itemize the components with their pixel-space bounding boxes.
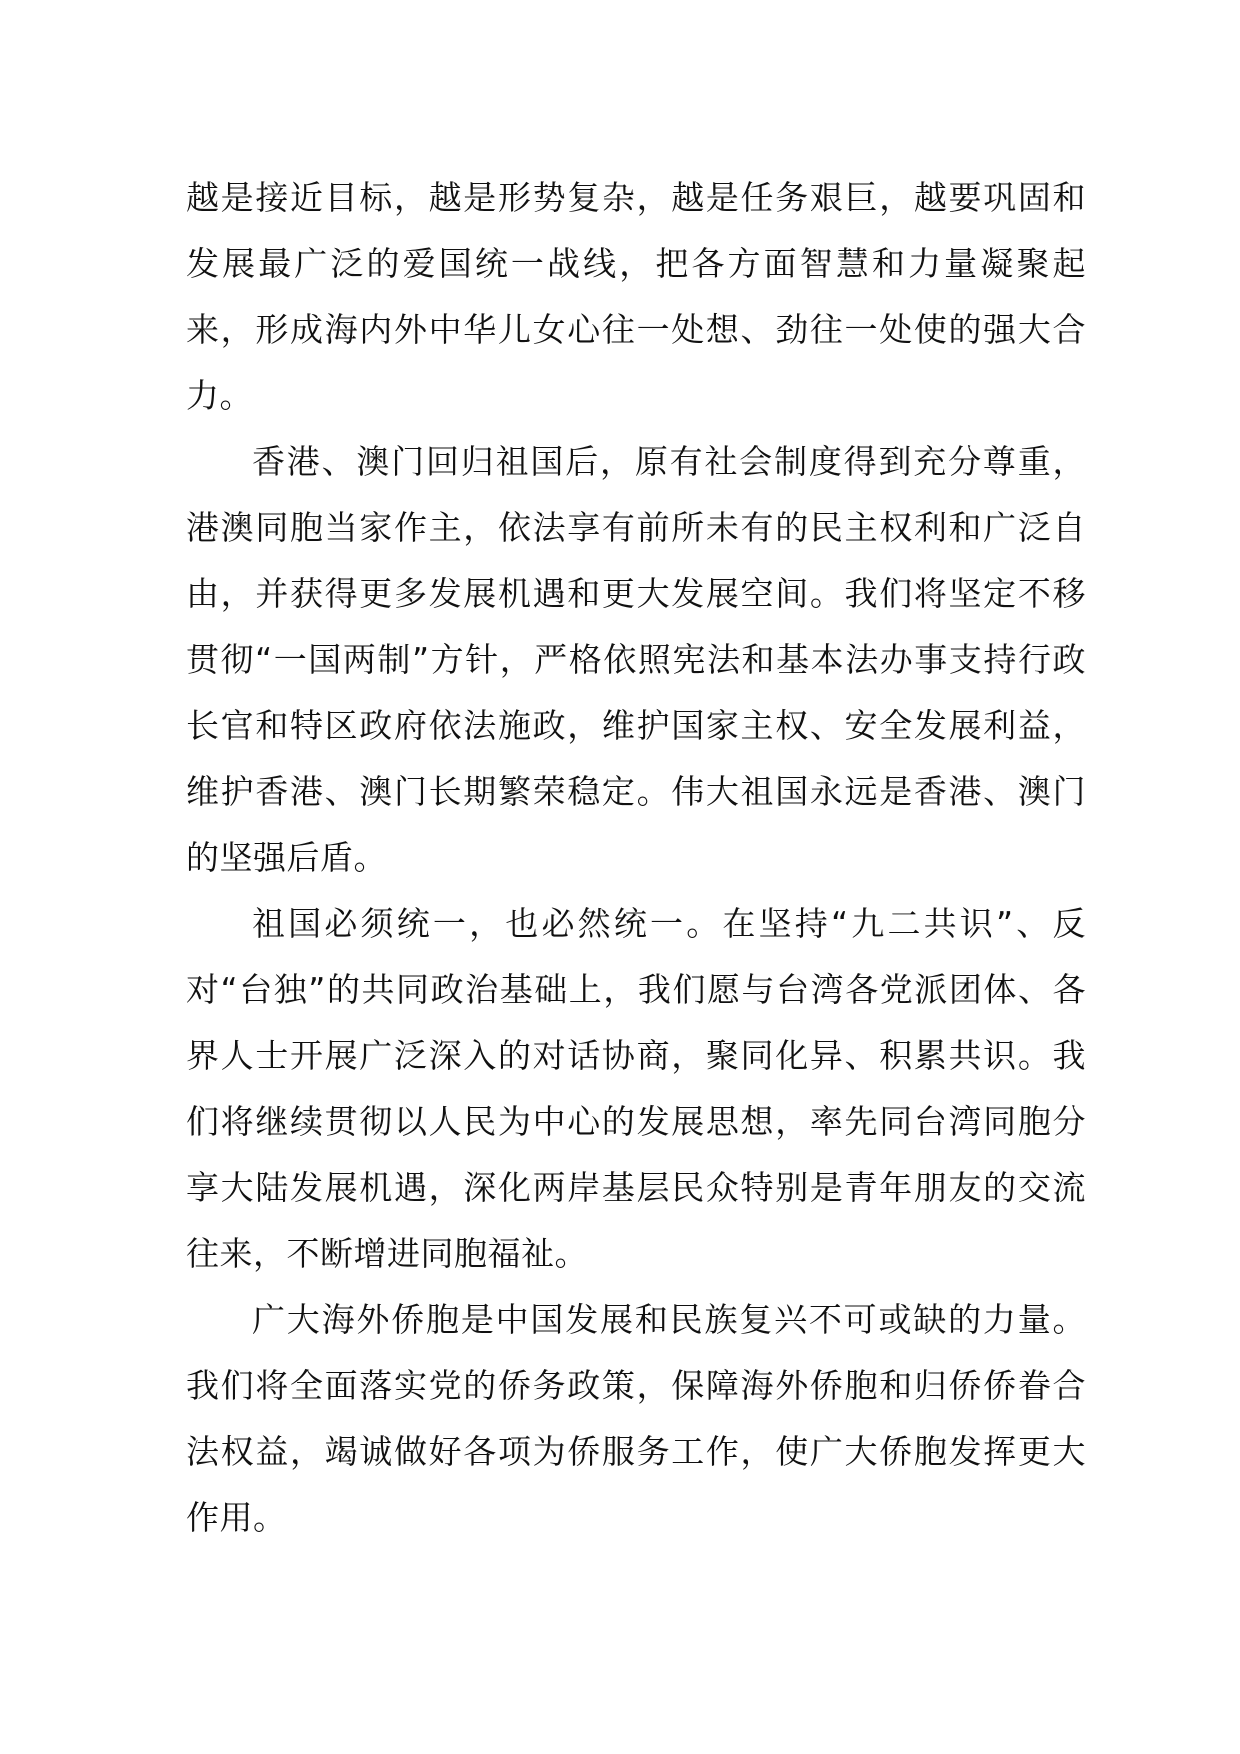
paragraph-3: 祖国必须统一，也必然统一。在坚持“九二共识”、反对“台独”的共同政治基础上，我们愿与台湾各党派团体、各界人士开展广泛深入的对话协商，聚同化异、积累共识。我们将继续贯彻以人民为中心的发展思想，率先同台湾同胞分享大陆发展机遇，深化两岸基层民众特别是青年朋友的交流往来，不断增进同胞福祉。	[186, 904, 1086, 1273]
paragraph-4: 广大海外侨胞是中国发展和民族复兴不可或缺的力量。我们将全面落实党的侨务政策，保障海外侨胞和归侨侨眷合法权益，竭诚做好各项为侨服务工作，使广大侨胞发挥更大作用。	[186, 1300, 1086, 1537]
paragraph-2: 香港、澳门回归祖国后，原有社会制度得到充分尊重，港澳同胞当家作主，依法享有前所未有的民主权利和广泛自由，并获得更多发展机遇和更大发展空间。我们将坚定不移贯彻“一国两制”方针，严格依照宪法和基本法办事支持行政长官和特区政府依法施政，维护国家主权、安全发展利益，维护香港、澳门长期繁荣稳定。伟大祖国永远是香港、澳门的坚强后盾。	[186, 442, 1086, 877]
paragraph-1: 越是接近目标，越是形势复杂，越是任务艰巨，越要巩固和发展最广泛的爱国统一战线，把各方面智慧和力量凝聚起来，形成海内外中华儿女心往一处想、劲往一处使的强大合力。	[186, 178, 1086, 415]
document-body	[186, 165, 1086, 1551]
